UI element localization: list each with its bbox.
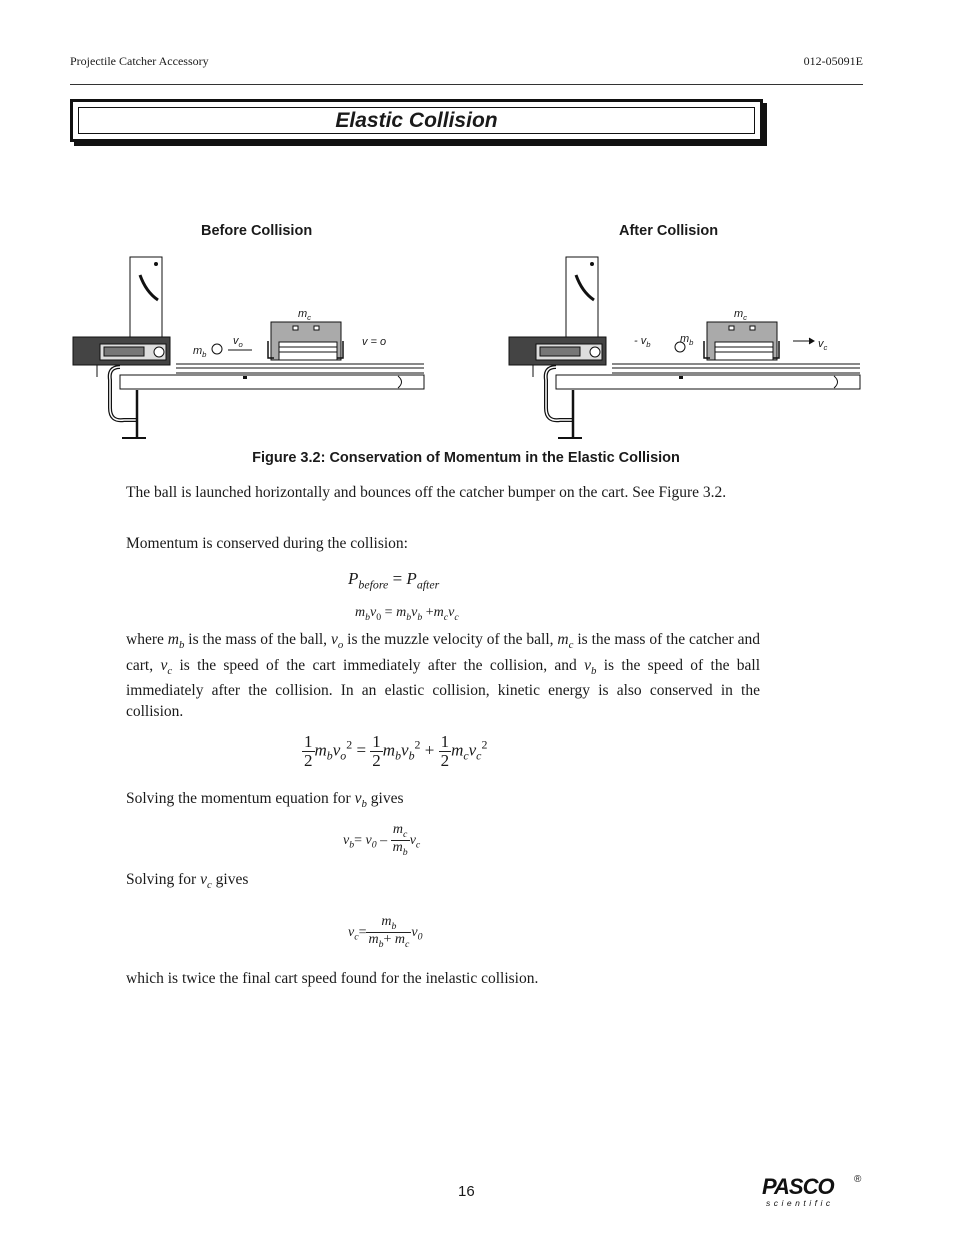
section-title-box: [70, 99, 763, 142]
paragraph-solve-vc: Solving for $v_c$ gives: [126, 871, 249, 892]
equation-vc: $v_c=$ $\frac{m_b}{m_b+ m_c}$ $v_0$: [348, 914, 423, 950]
logo-wordmark: PASCO: [762, 1174, 834, 1199]
logo-subtitle: scientific: [766, 1198, 834, 1208]
page-number: 16: [458, 1183, 475, 1200]
after-collision-label: After Collision: [619, 223, 719, 239]
equation-momentum-conservation: $P_{before} = P_{after}$: [348, 569, 440, 592]
collision-figure: [0, 240, 954, 450]
after-apparatus: [509, 257, 860, 438]
equation-vb: $v_b= v_0$ – $\frac{m_c}{m_b}$ $v_c$: [343, 822, 421, 858]
registered-mark: ®: [854, 1174, 862, 1185]
before-v-zero-label: v = o: [362, 336, 387, 348]
ball: [212, 344, 222, 354]
before-mb-label: $m_b$: [193, 345, 207, 360]
before-mc-label: $m_c$: [298, 308, 312, 323]
paragraph-intro: The ball is launched horizontally and bounces off the catcher bumper on the cart. See Figure 3.2.: [126, 484, 727, 501]
header-rule: [70, 84, 863, 85]
paragraph-conclusion: which is twice the final cart speed found for the inelastic collision.: [126, 970, 539, 987]
after-mb-label: $m_b$: [680, 333, 694, 348]
before-collision-label: Before Collision: [201, 223, 313, 239]
document-number: 012-05091E: [803, 54, 863, 68]
track-beam: [120, 375, 424, 389]
section-title: Elastic Collision: [335, 108, 498, 132]
before-vo-label: $v_o$: [233, 335, 243, 350]
after-mc-label: $m_c$: [734, 308, 748, 323]
paragraph-momentum: Momentum is conserved during the collision:: [126, 535, 408, 552]
equation-kinetic-energy: $\frac{1}{2}$ $m_bv_o^2$ = $\frac{1}{2}$ $m_bv_b^2$ + $\frac{1}{2}$ $m_cv_c^2$: [304, 732, 488, 770]
figure-caption: Figure 3.2: Conservation of Momentum in the Elastic Collision: [252, 450, 680, 466]
equation-momentum-expanded: $m_bv_0 = m_bv_b +m_cv_c$: [355, 605, 459, 623]
pasco-logo: [762, 1176, 862, 1210]
paragraph-definitions: where $m_b$ is the mass of the ball, $v_o$ is the muzzle velocity of the ball, $m_c$ is the mass of the catcher and cart, $v_c$ is the speed of the cart immediately after the collision, and $v_b$ is the speed of the ball immediately after the collision. In an elastic collision, kinetic energy is also conserved in the collision.: [126, 631, 761, 720]
after-neg-vb-label: - $v_b$: [634, 335, 651, 350]
after-vc-label: $v_c$: [818, 338, 828, 353]
paragraph-solve-vb: Solving the momentum equation for $v_b$ gives: [126, 790, 404, 811]
running-header-title: Projectile Catcher Accessory: [70, 54, 209, 68]
